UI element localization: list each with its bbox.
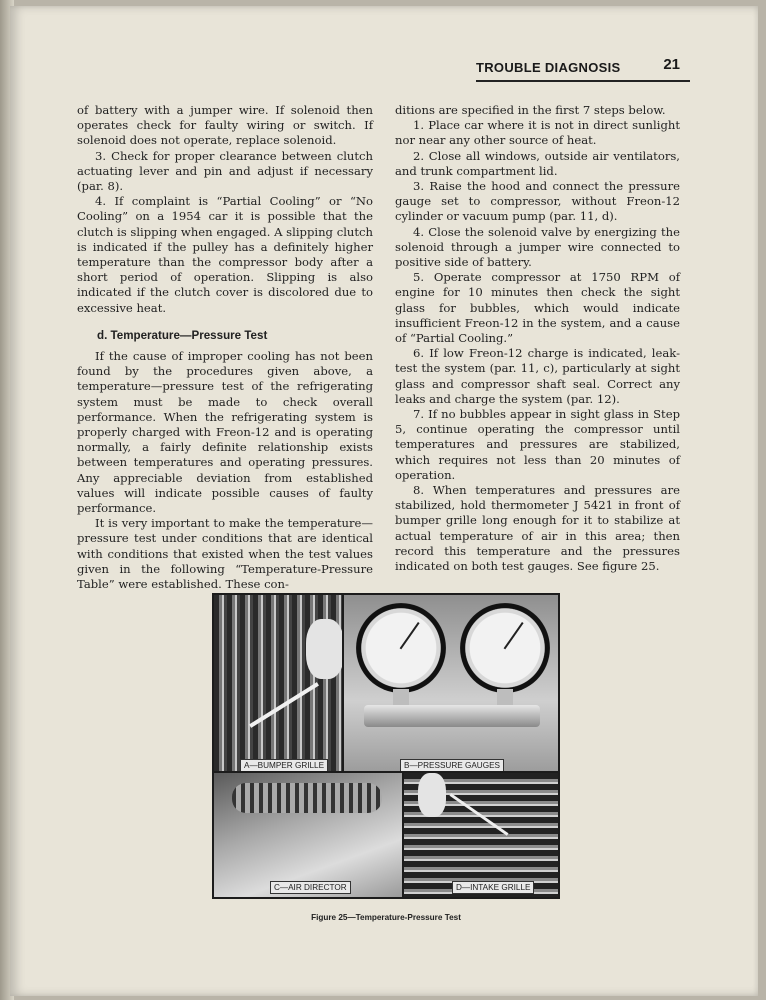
intake-grille-photo [404,773,558,897]
air-director-photo [214,773,402,897]
right-column [395,103,680,574]
bumper-grille-photo [214,595,342,771]
gauge-icon [356,603,446,693]
paragraph: If the cause of improper cooling has not been found by the procedures given above, a temperature—pressure test of the refrigerating system must be made to check overall performance. When the refrigerating system is properly charged with Freon-12 and is operating normally, a fairly definite relationship exists between temperatures and operating pressures. Any appreciable deviation from established values will indicate possible causes of faulty performance. [77,349,373,516]
step-item: 6. If low Freon-12 charge is indicated, leak-test the system (par. 11, c), particularly at sight glass and compressor shaft seal. Correct any leaks and charge the system (par. 12). [395,346,680,406]
hand-image [306,619,342,679]
step-item: 3. Raise the hood and connect the pressure gauge set to compressor, without Freon-12 cylinder or vacuum pump (par. 11, d). [395,179,680,224]
page-header [476,58,690,82]
thermometer-image [249,682,319,728]
page-number: 21 [663,56,680,73]
manifold-image [364,705,540,727]
step-item: 5. Operate compressor at 1750 RPM of engine for 10 minutes then check the sight glass for bubbles, which would indicate insufficient Freon-12 in the system, and a cause of “Partial Cooling.” [395,270,680,346]
photo-label: D—INTAKE GRILLE [452,881,534,894]
pressure-gauges-photo [344,595,558,771]
figure-caption: Figure 25—Temperature-Pressure Test [311,913,461,922]
left-column [77,103,373,592]
step-item: 8. When temperatures and pressures are stabilized, hold thermometer J 5421 in front of bumper grille long enough for it to stabilize at actual temperature of air in this area; then record this temperature and the pressures indicated on both test gauges. See figure 25. [395,483,680,574]
air-director-image [232,783,382,813]
step-item: 4. Close the solenoid valve by energizing the solenoid through a jumper wire connected to positive side of battery. [395,224,680,270]
thermometer-image [449,793,508,836]
paragraph: 4. If complaint is “Partial Cooling” or “No Cooling” on a 1954 car it is possible that the clutch is slipping when engaged. A slipping clutch is indicated if the pulley has a definitely higher temperature than the compressor body after a short period of operation. Slipping is also indicated if the clutch cover is discolored due to excessive heat. [77,194,373,315]
photo-label: C—AIR DIRECTOR [270,881,351,894]
paragraph: of battery with a jumper wire. If solenoid then operates check for faulty wiring or switch. If solenoid does not operate, replace solenoid. [77,103,373,148]
photo-label: A—BUMPER GRILLE [240,759,328,771]
photo-label: B—PRESSURE GAUGES [400,759,504,771]
paragraph: ditions are specified in the first 7 steps below. [395,103,666,117]
paragraph: It is very important to make the temperature—pressure test under conditions that are identical with conditions that existed when the test values given in the following “Temperature-Pressure Table” were established. These con- [77,516,373,592]
section-title: TROUBLE DIAGNOSIS [476,60,621,75]
step-item: 2. Close all windows, outside air ventilators, and trunk compartment lid. [395,148,680,178]
gauge-icon [460,603,550,693]
step-item: 7. If no bubbles appear in sight glass in Step 5, continue operating the compressor until temperatures and pressures are stabilized, which requires not less than 20 minutes of operation. [395,407,680,482]
step-item: 1. Place car where it is not in direct sunlight nor near any other source of heat. [395,118,680,148]
subheading: d. Temperature—Pressure Test [97,328,268,342]
figure-photo [212,593,560,899]
paragraph: 3. Check for proper clearance between clutch actuating lever and pin and adjust if necessary (par. 8). [77,148,373,194]
hand-image [418,773,446,817]
